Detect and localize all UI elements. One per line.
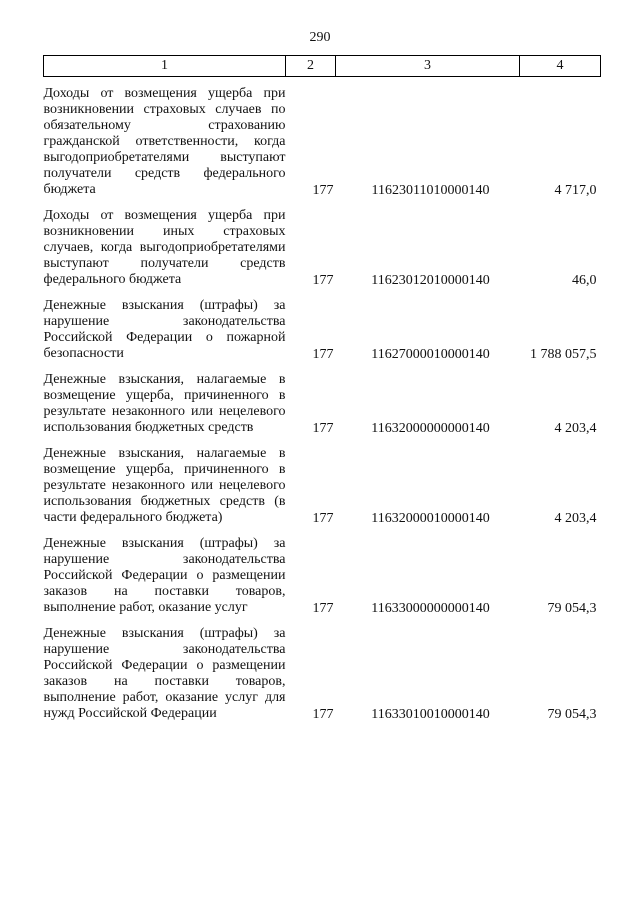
row-amount: 79 054,3: [547, 601, 597, 616]
header-col-1: 1: [44, 56, 286, 77]
revenue-table: [43, 55, 601, 723]
row-admin-code: 177: [312, 707, 334, 722]
row-budget-code: 11633010010000140: [371, 707, 490, 722]
row-description: Денежные взыскания (штрафы) за нарушение законодательства Российской Федерации о размещении заказов на поставки товаров, выполнение работ, оказание услуг для нужд Российской Федерации: [43, 626, 286, 721]
row-budget-code: 11623011010000140: [371, 183, 490, 198]
header-col-4: 4: [520, 56, 601, 77]
table-row: [44, 199, 601, 289]
row-admin-code: 177: [312, 273, 334, 288]
row-budget-code: 11632000000000140: [371, 421, 490, 436]
page-number: 290: [309, 30, 331, 45]
header-col-2: 2: [286, 56, 336, 77]
row-amount: 4 717,0: [554, 183, 597, 198]
row-admin-code: 177: [312, 347, 334, 362]
row-budget-code: 11632000010000140: [371, 511, 490, 526]
row-description: Денежные взыскания (штрафы) за нарушение законодательства Российской Федерации о пожарной безопасности: [43, 298, 286, 361]
table-row: [44, 363, 601, 437]
header-col-3: 3: [336, 56, 520, 77]
table-row: [44, 617, 601, 723]
row-admin-code: 177: [312, 511, 334, 526]
row-admin-code: 177: [312, 421, 334, 436]
table-row: [44, 77, 601, 200]
row-amount: 4 203,4: [554, 421, 597, 436]
row-description: Денежные взыскания, налагаемые в возмещение ущерба, причиненного в результате незаконного или нецелевого использования бюджетных средств (в части федерального бюджета): [43, 446, 286, 525]
row-amount: 79 054,3: [547, 707, 597, 722]
row-description: Доходы от возмещения ущерба при возникновении иных страховых случаев, когда выгодоприобретателями выступают получатели средств федерального бюджета: [43, 208, 286, 287]
row-description: Доходы от возмещения ущерба при возникновении страховых случаев по обязательному страхованию гражданской ответственности, когда выгодоприобретателями выступают получатели средств федерального бюджета: [43, 86, 286, 197]
row-admin-code: 177: [312, 183, 334, 198]
row-budget-code: 11623012010000140: [371, 273, 490, 288]
header-row: [44, 56, 601, 77]
table-row: [44, 527, 601, 617]
row-admin-code: 177: [312, 601, 334, 616]
table-row: [44, 289, 601, 363]
row-description: Денежные взыскания (штрафы) за нарушение законодательства Российской Федерации о размещении заказов на поставки товаров, выполнение работ, оказание услуг: [43, 536, 286, 615]
row-amount: 1 788 057,5: [530, 347, 597, 362]
row-budget-code: 11633000000000140: [371, 601, 490, 616]
row-amount: 46,0: [572, 273, 597, 288]
row-description: Денежные взыскания, налагаемые в возмещение ущерба, причиненного в результате незаконного или нецелевого использования бюджетных средств: [43, 372, 286, 435]
table-row: [44, 437, 601, 527]
row-amount: 4 203,4: [554, 511, 597, 526]
row-budget-code: 11627000010000140: [371, 347, 490, 362]
